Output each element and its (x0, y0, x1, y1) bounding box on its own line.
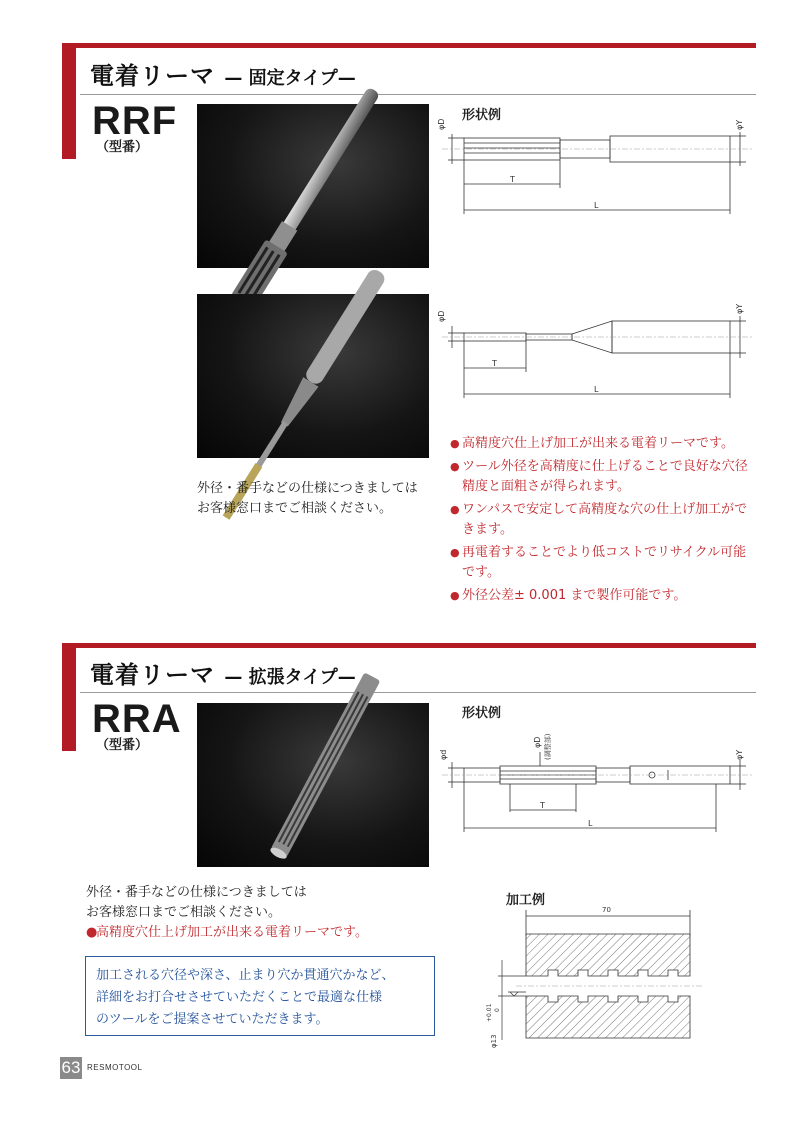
section-title-underline (80, 692, 756, 693)
machining-diameter (490, 1034, 498, 1048)
info-line: のツールをご提案させていただきます。 (96, 1012, 329, 1027)
dim-l: L (588, 819, 593, 828)
section-title (90, 56, 356, 91)
shape-diagram-rra (440, 724, 756, 834)
dim-t: T (492, 359, 497, 368)
dim-l: L (594, 201, 599, 210)
feature-item: ● ツール外径を高精度に仕上げることで良好な穴径精度と面粗さが得られます。 (452, 457, 758, 497)
model-label: （型番） (96, 140, 149, 155)
spec-note-line: お客様窓口までご相談ください。 (86, 905, 282, 920)
product-photo-rrf-straight (197, 104, 429, 268)
dim-y: φY (735, 119, 744, 130)
consultation-info-box (85, 956, 435, 1036)
dim-l: L (594, 385, 599, 394)
shape-example-label: 形状例 (462, 706, 502, 721)
product-photo-rra (197, 703, 429, 867)
spec-note-line: お客様窓口までご相談ください。 (197, 501, 393, 516)
feature-text: 高精度穴仕上げ加工が出来る電着リーマです。 (96, 925, 368, 940)
info-line: 詳細をお打合せさせていただくことで最適な仕様 (96, 990, 383, 1005)
feature-list (452, 434, 758, 609)
spec-note (197, 479, 418, 519)
feature-item: ● 再電着することでより低コストでリサイクル可能です。 (452, 543, 758, 583)
spec-note (86, 883, 307, 923)
machining-tol-upper: +0.01 (486, 1003, 493, 1022)
section-accent-bar (62, 643, 76, 751)
feature-item: ● ワンパスで安定して高精度な穴の仕上げ加工ができます。 (452, 500, 758, 540)
section-top-rule (62, 643, 756, 648)
machining-example-label: 加工例 (506, 893, 546, 908)
shape-diagram-rrf-small (437, 296, 756, 400)
dim-d: φD (533, 736, 542, 748)
model-label: （型番） (96, 738, 149, 753)
dim-small-d: φd (439, 749, 448, 760)
section-title-main: 電着リーマ (90, 661, 215, 689)
section-title (90, 655, 356, 690)
section-subtitle: — 固定タイプ— (224, 68, 356, 89)
machining-example-diagram (480, 900, 706, 1050)
section-subtitle: — 拡張タイプ— (224, 667, 356, 688)
spec-note-line: 外径・番手などの仕様につきましては (86, 885, 307, 900)
bullet-icon: ● (86, 925, 98, 940)
dim-y: φY (735, 749, 744, 760)
dim-d-note: (調整部) (544, 733, 552, 760)
dim-d: φD (437, 310, 446, 322)
product-photo-rrf-small (197, 294, 429, 458)
machining-tol-lower: 0 (494, 1008, 501, 1012)
section-title-main: 電着リーマ (90, 62, 215, 90)
section-title-underline (80, 94, 756, 95)
shape-example-label: 形状例 (462, 108, 502, 123)
section-accent-bar (62, 43, 76, 159)
dim-y: φY (735, 303, 744, 314)
model-code: RRF (92, 99, 178, 143)
section-top-rule (62, 43, 756, 48)
brand-name: RESMOTOOL (87, 1063, 143, 1072)
page-number: 63 (61, 1058, 81, 1077)
info-line: 加工される穴径や深さ、止まり穴か貫通穴かなど、 (96, 968, 395, 983)
shape-diagram-rrf-straight (437, 112, 756, 216)
dim-t: T (540, 801, 545, 810)
feature-item: ● 高精度穴仕上げ加工が出来る電着リーマです。 (452, 434, 758, 454)
machining-width: 70 (602, 906, 611, 914)
dim-d: φD (437, 118, 446, 130)
spec-note-line: 外径・番手などの仕様につきましては (197, 481, 418, 496)
machining-dia: φ13 (490, 1034, 498, 1048)
feature-item (86, 923, 436, 943)
feature-item: ● 外径公差± 0.001 まで製作可能です。 (452, 586, 758, 606)
model-code: RRA (92, 697, 182, 741)
dim-t: T (510, 175, 515, 184)
